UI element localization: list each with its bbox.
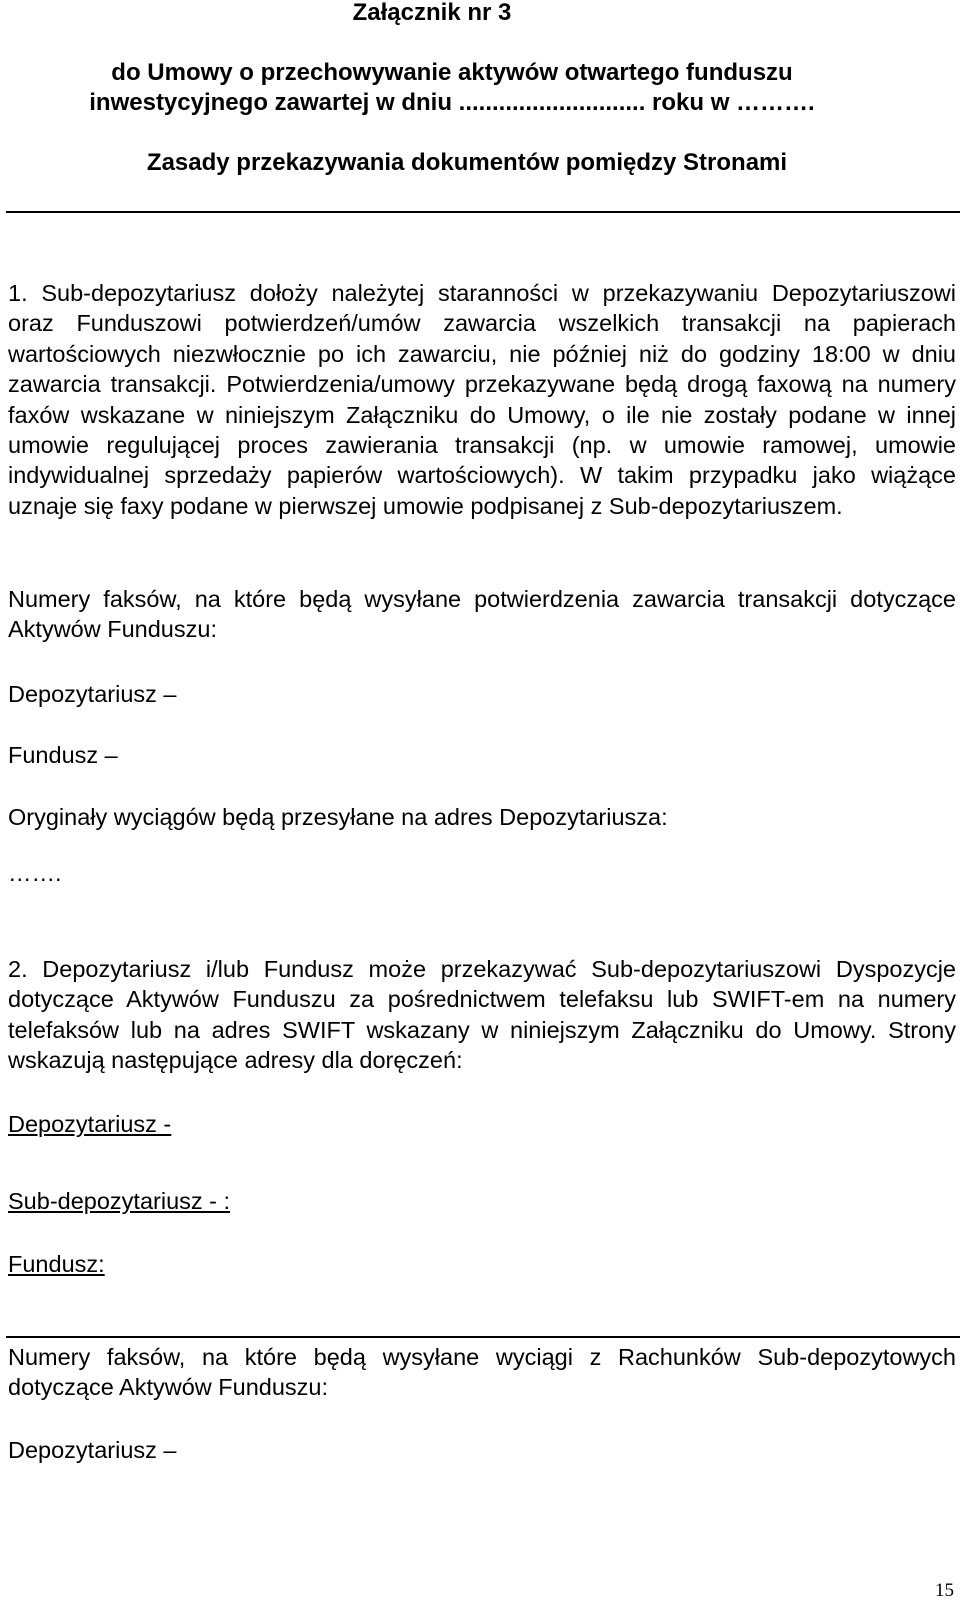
section-title: Zasady przekazywania dokumentów pomiędzy Stronami — [146, 149, 788, 176]
agreement-title-line-1: do Umowy o przechowywanie aktywów otwartego funduszu — [111, 59, 793, 86]
page-number: 15 — [935, 1580, 954, 1601]
statements-depozytariusz-line: Depozytariusz – — [8, 1437, 177, 1463]
header-divider — [6, 211, 960, 213]
paragraph-1: 1. Sub-depozytariusz dołoży należytej staranności w przekazywaniu Depozytariuszowi oraz Funduszowi potwierdzeń/umów zawarcia wszelkich transakcji na papierach wartościowych niezwłocznie po ich zawarciu, nie później niż do godziny 18:00 w dniu zawarcia transakcji. Potwierdzenia/umowy przekazywane będą drogą faxową na numery faxów wskazane w niniejszym Załączniku do Umowy, o ile nie zostały podane w innej umowie regulującej proces zawierania transakcji (np. w umowie ramowej, umowie indywidualnej sprzedaży papierów wartościowych). W takim przypadku jako wiążące uznaje się faxy podane w pierwszej umowie podpisanej z Sub-depozytariuszem. — [8, 280, 956, 519]
paragraph-statement-fax: Numery faksów, na które będą wysyłane wyciągi z Rachunków Sub-depozytowych dotyczące Aktywów Funduszu: — [8, 1344, 956, 1401]
agreement-title — [0, 58, 932, 118]
paragraph-2: 2. Depozytariusz i/lub Fundusz może przekazywać Sub-depozytariuszowi Dyspozycje dotyczące Aktywów Funduszu za pośrednictwem telefaksu lub SWIFT-em na numery telefaksów lub na adres SWIFT wskazany w niniejszym Załączniku do Umowy. Strony wskazują następujące adresy dla doręczeń: — [8, 956, 956, 1074]
fax-fundusz-line: Fundusz – — [8, 742, 118, 768]
paragraph-fax-numbers: Numery faksów, na które będą wysyłane potwierdzenia zawarcia transakcji dotyczące Aktywów Funduszu: — [8, 586, 956, 643]
address-subdepozytariusz-label: Sub-depozytariusz - : — [8, 1188, 231, 1214]
address-depozytariusz-label: Depozytariusz - — [8, 1111, 172, 1137]
originals-address-line: Oryginały wyciągów będą przesyłane na adres Depozytariusza: — [8, 804, 668, 830]
section-divider — [6, 1336, 960, 1338]
annex-title: Załącznik nr 3 — [352, 0, 512, 26]
address-fundusz-label: Fundusz: — [8, 1251, 105, 1277]
originals-address-placeholder: ……. — [8, 860, 62, 886]
agreement-title-line-2: inwestycyjnego zawartej w dniu ............................ roku w ………. — [89, 89, 815, 116]
fax-depozytariusz-line: Depozytariusz – — [8, 681, 177, 707]
